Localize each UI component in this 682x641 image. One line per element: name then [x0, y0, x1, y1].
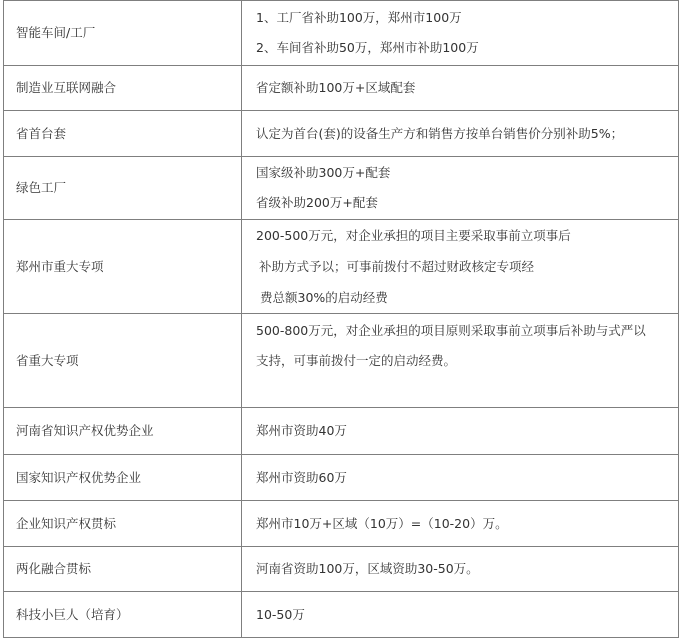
policy-name-cell	[4, 592, 242, 638]
policy-name-cell	[4, 220, 242, 314]
table-row	[4, 501, 679, 547]
policy-desc-line: 500-800万元，对企业承担的项目原则采取事前立项事后补助与式严以	[256, 323, 646, 338]
table-row	[4, 157, 679, 220]
policy-desc-line: 郑州市资助40万	[256, 423, 347, 438]
table-row	[4, 314, 679, 408]
policy-desc-line: 省级补助200万+配套	[256, 195, 378, 210]
policy-name: 省重大专项	[16, 352, 79, 368]
policy-desc-cell	[242, 592, 679, 638]
policy-name-cell	[4, 547, 242, 592]
policy-name-cell	[4, 408, 242, 455]
policy-name-cell	[4, 314, 242, 408]
policy-desc-cell	[242, 501, 679, 547]
table-row	[4, 408, 679, 455]
policy-desc-line: 省定额补助100万+区域配套	[256, 80, 416, 95]
table-row	[4, 547, 679, 592]
table-row	[4, 455, 679, 501]
policy-desc-line: 郑州市资助60万	[256, 469, 347, 485]
policy-name: 企业知识产权贯标	[16, 515, 117, 531]
policy-name: 郑州市重大专项	[16, 258, 104, 274]
subsidy-policy-table	[3, 0, 679, 638]
policy-desc-line: 费总额30%的启动经费	[260, 289, 388, 305]
policy-desc-line: 郑州市10万+区域（10万）=（10-20）万。	[256, 515, 508, 531]
policy-name: 绿色工厂	[16, 180, 67, 195]
policy-name: 国家知识产权优势企业	[16, 469, 142, 485]
policy-desc-cell	[242, 1, 679, 66]
policy-name-cell	[4, 455, 242, 501]
policy-desc-cell	[242, 408, 679, 455]
policy-desc-line: 支持，可事前拨付一定的启动经费。	[256, 353, 457, 368]
policy-desc-cell	[242, 66, 679, 111]
policy-desc-line: 1、工厂省补助100万，郑州市100万	[256, 10, 462, 25]
policy-name-cell	[4, 1, 242, 66]
policy-desc-line: 补助方式予以；可事前拨付不超过财政核定专项经	[259, 258, 535, 274]
table-row	[4, 66, 679, 111]
policy-desc-cell	[242, 220, 679, 314]
policy-desc-cell	[242, 455, 679, 501]
table-row	[4, 111, 679, 157]
policy-desc-line: 河南省资助100万，区域资助30-50万。	[256, 561, 479, 576]
policy-name-cell	[4, 66, 242, 111]
policy-desc-cell	[242, 547, 679, 592]
policy-name: 两化融合贯标	[16, 561, 92, 576]
policy-name: 省首台套	[16, 125, 67, 141]
policy-name-cell	[4, 111, 242, 157]
policy-desc-cell	[242, 157, 679, 220]
policy-desc-line: 认定为首台(套)的设备生产方和销售方按单台销售价分别补助5%；	[256, 125, 624, 141]
policy-desc-line: 10-50万	[256, 606, 305, 622]
policy-desc-line: 2、车间省补助50万，郑州市补助100万	[256, 40, 479, 55]
policy-name-cell	[4, 157, 242, 220]
policy-name: 科技小巨人（培育）	[16, 606, 129, 622]
table-row	[4, 1, 679, 66]
table-row	[4, 592, 679, 638]
table-row	[4, 220, 679, 314]
policy-name: 智能车间/工厂	[16, 25, 96, 40]
policy-desc-cell	[242, 111, 679, 157]
policy-name: 制造业互联网融合	[16, 80, 117, 95]
policy-desc-line: 国家级补助300万+配套	[256, 165, 391, 180]
policy-desc-cell	[242, 314, 679, 408]
policy-name-cell	[4, 501, 242, 547]
policy-desc-line: 200-500万元，对企业承担的项目主要采取事前立项事后	[256, 227, 571, 243]
policy-name: 河南省知识产权优势企业	[16, 423, 154, 438]
